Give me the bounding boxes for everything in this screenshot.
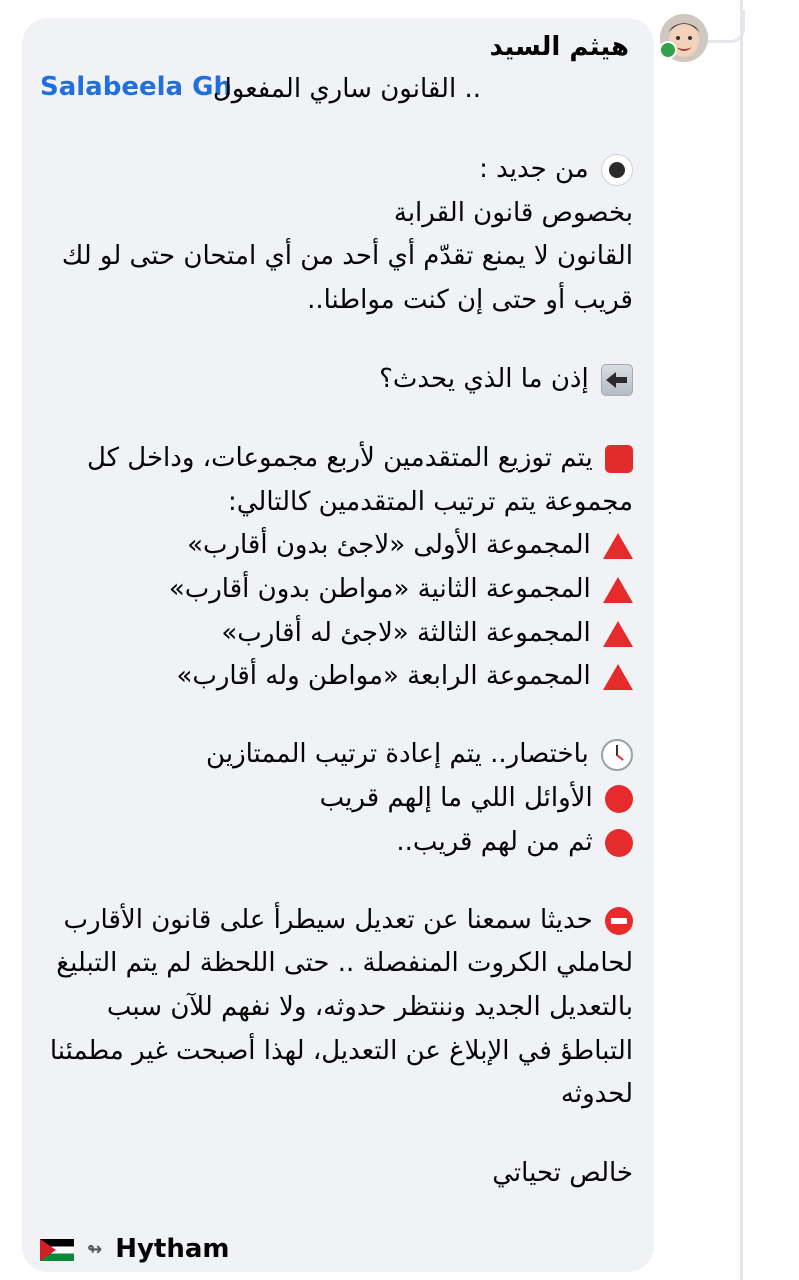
clock-icon <box>601 739 633 771</box>
arrow-icon: ↬ <box>87 1239 103 1260</box>
comment-line: باختصار.. يتم إعادة ترتيب الممتازين <box>206 737 633 771</box>
comment-line: بخصوص قانون القرابة <box>393 198 633 228</box>
comment-line: الأوائل اللي ما إلهم قريب <box>320 781 633 815</box>
comment-line: قريب أو حتى إن كنت مواطنا.. <box>307 285 633 315</box>
red-triangle-icon <box>603 577 633 603</box>
online-status-icon <box>659 41 677 59</box>
comment-line: من جديد : <box>479 152 633 186</box>
comment-line: بالتعديل الجديد وننتظر حدوثه، ولا نفهم للآن سبب <box>106 992 633 1022</box>
left-arrow-icon <box>601 364 633 396</box>
comment-line: لحدوثه <box>560 1079 633 1109</box>
signature-name: Hytham <box>115 1234 230 1264</box>
group-line: المجموعة الرابعة «مواطن وله أقارب» <box>176 659 633 693</box>
red-square-icon <box>605 445 633 473</box>
comment-first-line: .. القانون ساري المفعول <box>212 74 481 104</box>
red-triangle-icon <box>603 664 633 690</box>
red-triangle-icon <box>603 533 633 559</box>
comment-sign-off: خالص تحياتي <box>492 1158 633 1188</box>
comment-line: يتم توزيع المتقدمين لأربع مجموعات، وداخل كل <box>87 441 633 475</box>
thread-line <box>740 0 743 1280</box>
no-entry-icon <box>605 907 633 935</box>
red-triangle-icon <box>603 621 633 647</box>
red-circle-icon <box>605 829 633 857</box>
mention-link[interactable]: Salabeela Gh <box>40 72 232 102</box>
palestine-flag-icon <box>40 1239 74 1261</box>
group-line: المجموعة الثالثة «لاجئ له أقارب» <box>221 616 633 650</box>
group-line: المجموعة الأولى «لاجئ بدون أقارب» <box>187 528 633 562</box>
comment-line: ثم من لهم قريب.. <box>396 825 633 859</box>
comment-line: مجموعة يتم ترتيب المتقدمين كالتالي: <box>228 487 633 517</box>
comment-line: التباطؤ في الإبلاغ عن التعديل، لهذا أصبحت غير مطمئنا <box>49 1036 633 1066</box>
black-circle-icon <box>601 154 633 186</box>
comment-line: القانون لا يمنع تقدّم أي أحد من أي امتحان حتى لو لك <box>61 241 633 271</box>
red-circle-icon <box>605 785 633 813</box>
comment-line: إذن ما الذي يحدث؟ <box>379 362 633 396</box>
comment-line: لحاملي الكروت المنفصلة .. حتى اللحظة لم يتم التبليغ <box>56 948 633 978</box>
comment-line: حديثا سمعنا عن تعديل سيطرأ على قانون الأقارب <box>64 903 634 937</box>
signature <box>40 1234 230 1264</box>
comment-author[interactable]: هيثم السيد <box>489 32 629 62</box>
thread-connector <box>708 10 745 43</box>
group-line: المجموعة الثانية «مواطن بدون أقارب» <box>169 572 633 606</box>
